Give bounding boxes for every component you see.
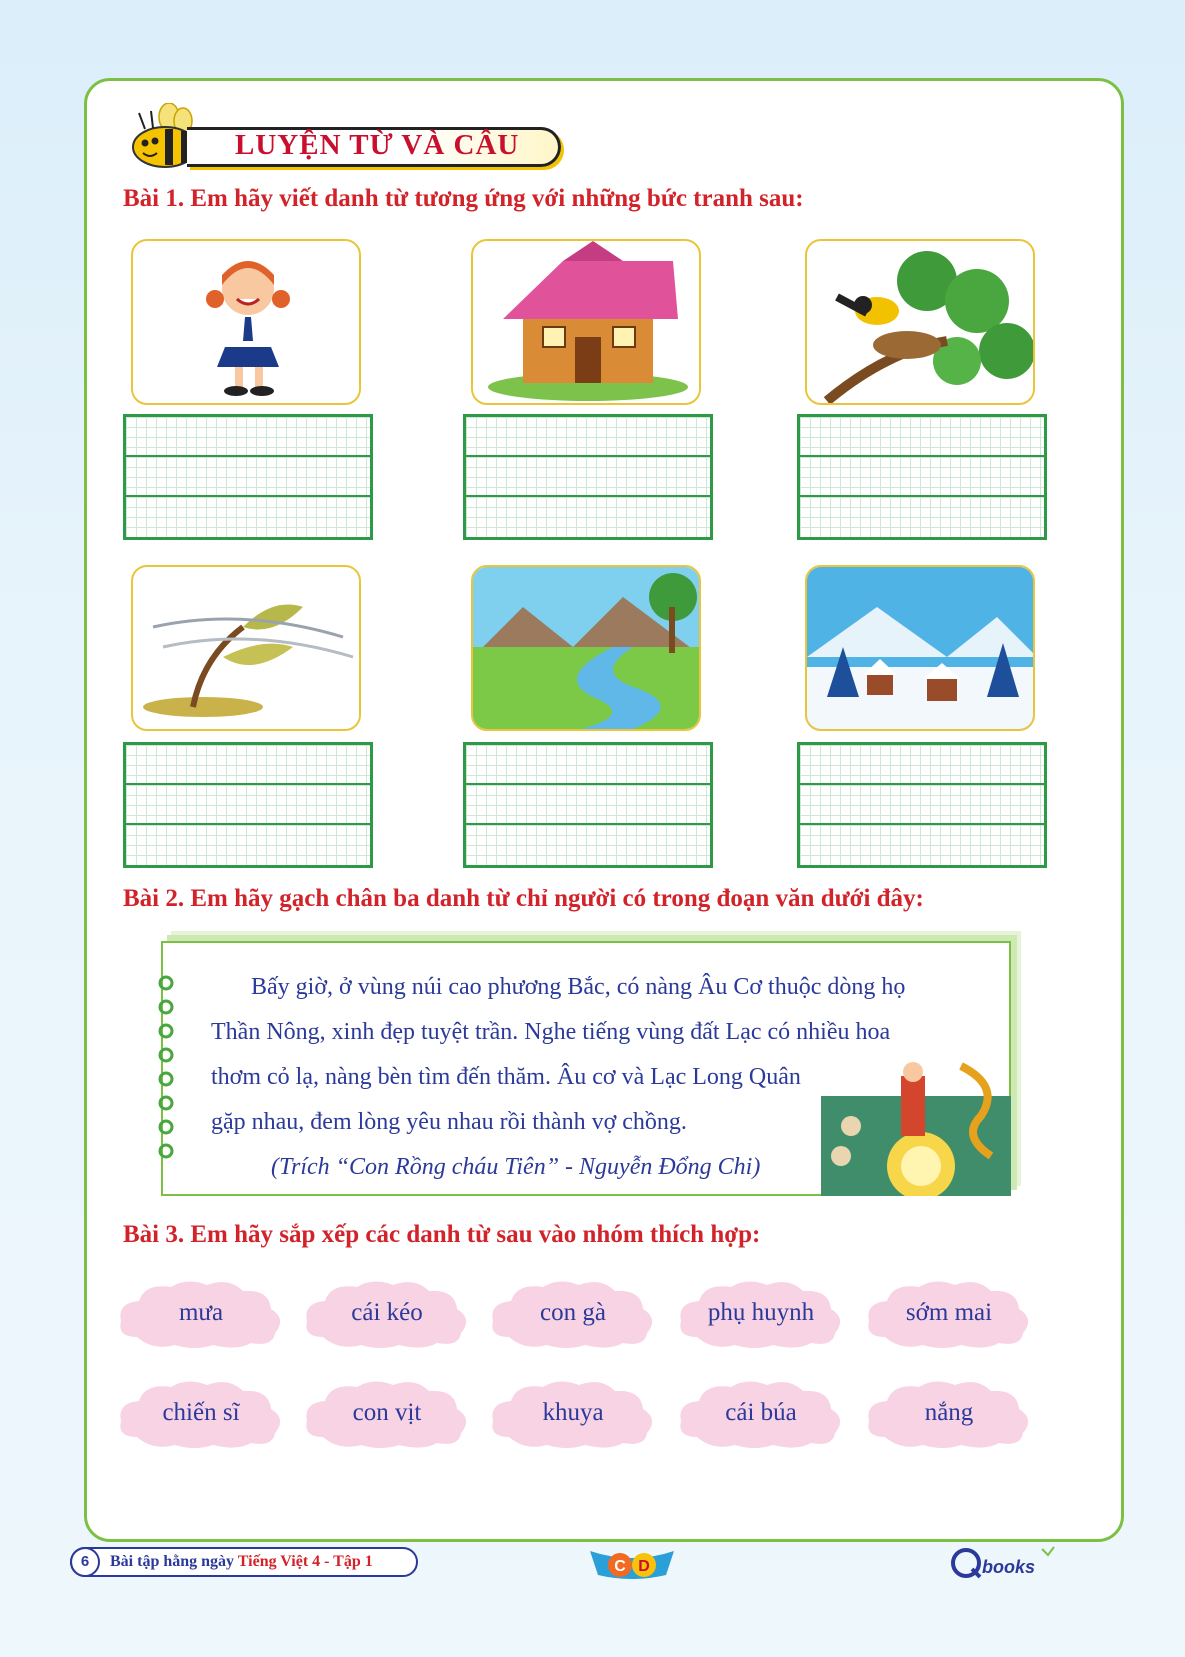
writing-grid[interactable] <box>123 742 373 868</box>
cd-logo-d: D <box>638 1558 650 1575</box>
winter-village-icon <box>807 567 1035 731</box>
word-cloud[interactable] <box>117 1277 285 1349</box>
book-info-pill <box>70 1547 418 1577</box>
word-label: sớm mai <box>905 1299 993 1326</box>
wind-icon <box>133 567 361 731</box>
page-footer <box>70 1543 1120 1583</box>
word-label: cái búa <box>725 1399 797 1426</box>
qbooks-logo-text: books <box>982 1557 1036 1577</box>
legend-illustration-icon <box>811 1056 1011 1196</box>
word-cloud[interactable] <box>865 1277 1033 1349</box>
word-cloud[interactable] <box>677 1277 845 1349</box>
exercise-2-heading: Bài 2. Em hãy gạch chân ba danh từ chỉ người có trong đoạn văn dưới đây: <box>123 885 924 912</box>
house-icon <box>473 241 701 405</box>
cd-logo-c: C <box>614 1558 626 1575</box>
picture-girl <box>131 239 361 405</box>
word-cloud[interactable] <box>117 1377 285 1449</box>
picture-river <box>471 565 701 731</box>
passage-line: Thần Nông, xinh đẹp tuyệt trần. Nghe tiếng vùng đất Lạc có nhiều hoa <box>211 1019 891 1045</box>
passage-source: (Trích “Con Rồng cháu Tiên” - Nguyễn Đổng Chi) <box>271 1154 761 1180</box>
writing-grid[interactable] <box>463 742 713 868</box>
book-prefix: Bài tập hằng ngày <box>110 1553 235 1570</box>
page-title: LUYỆN TỪ VÀ CÂU <box>235 129 520 161</box>
writing-grid[interactable] <box>463 414 713 540</box>
exercise-3-heading: Bài 3. Em hãy sắp xếp các danh từ sau vào nhóm thích hợp: <box>123 1221 761 1248</box>
picture-house <box>471 239 701 405</box>
passage-box <box>161 941 1011 1196</box>
word-cloud[interactable] <box>677 1377 845 1449</box>
bird-nest-icon <box>807 241 1035 405</box>
girl-icon <box>133 241 361 405</box>
word-label: chiến sĩ <box>162 1399 240 1426</box>
picture-winter-village <box>805 565 1035 731</box>
passage-line: thơm cỏ lạ, nàng bèn tìm đến thăm. Âu cơ và Lạc Long Quân <box>211 1064 801 1090</box>
word-label: cái kéo <box>351 1299 423 1326</box>
cd-logo-icon <box>586 1543 678 1583</box>
word-cloud[interactable] <box>303 1277 471 1349</box>
word-cloud[interactable] <box>489 1277 657 1349</box>
word-label: khuya <box>542 1399 604 1426</box>
passage-line: Bấy giờ, ở vùng núi cao phương Bắc, có nàng Âu Cơ thuộc dòng họ <box>251 974 906 1000</box>
word-label: con vịt <box>352 1399 422 1426</box>
river-icon <box>473 567 701 731</box>
word-label: mưa <box>178 1299 224 1326</box>
book-title <box>110 1553 373 1571</box>
qbooks-logo-icon <box>950 1543 1060 1583</box>
word-label: phụ huynh <box>707 1299 815 1326</box>
picture-wind <box>131 565 361 731</box>
writing-grid[interactable] <box>797 742 1047 868</box>
passage-line: gặp nhau, đem lòng yêu nhau rồi thành vợ chồng. <box>211 1109 687 1135</box>
word-cloud[interactable] <box>865 1377 1033 1449</box>
exercise-1-heading: Bài 1. Em hãy viết danh từ tương ứng với những bức tranh sau: <box>123 185 804 212</box>
section-title <box>125 103 565 173</box>
word-cloud[interactable] <box>489 1377 657 1449</box>
word-cloud[interactable] <box>303 1377 471 1449</box>
page-number: 6 <box>70 1547 100 1577</box>
writing-grid[interactable] <box>123 414 373 540</box>
book-name: Tiếng Việt 4 - Tập 1 <box>237 1553 373 1570</box>
word-label: nắng <box>924 1399 974 1426</box>
writing-grid[interactable] <box>797 414 1047 540</box>
picture-bird-nest <box>805 239 1035 405</box>
word-label: con gà <box>540 1299 606 1326</box>
worksheet-card <box>84 78 1124 1542</box>
notebook-spiral-icon <box>155 973 177 1173</box>
